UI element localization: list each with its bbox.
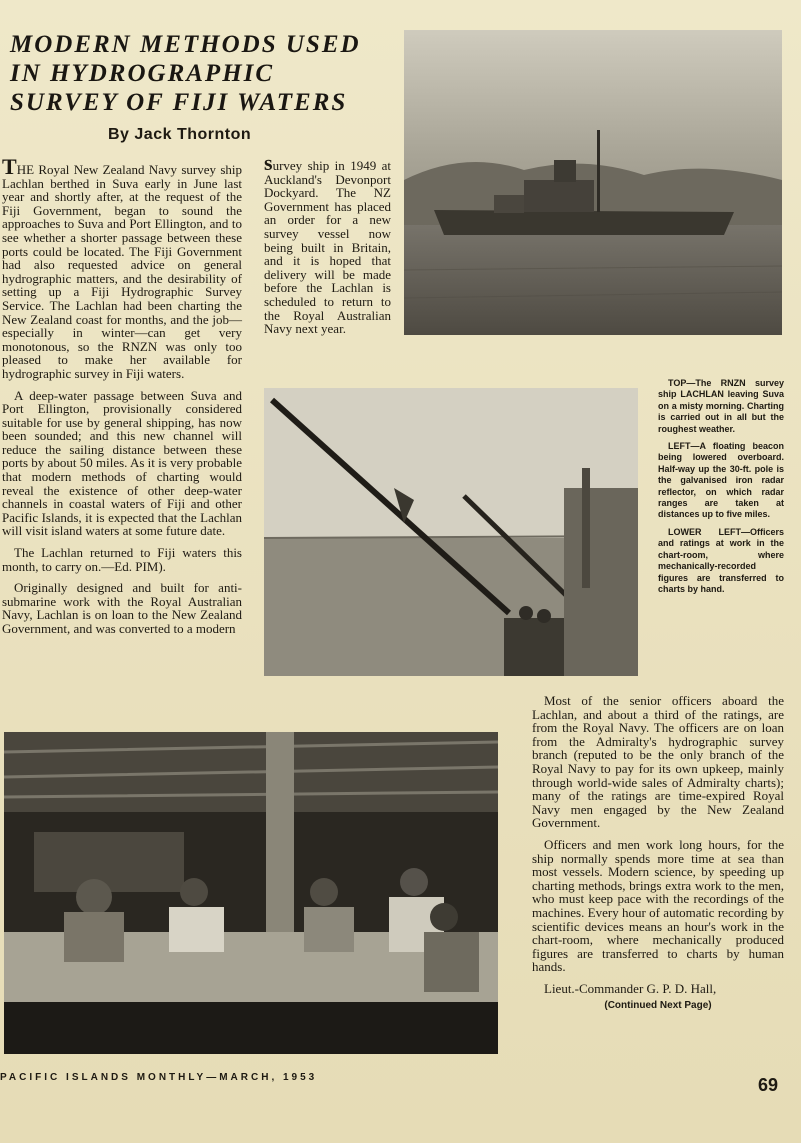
text-column-2 [264, 150, 391, 344]
paragraph: The Lachlan returned to Fiji waters this month, to carry on.—Ed. PIM). [2, 545, 242, 574]
photo-floating-beacon [264, 388, 638, 676]
paragraph: survey ship in 1949 at Auckland's Devonport Dockyard. The NZ Government has placed an order for a new survey vessel now being built in Britain, and it is hoped that delivery will be made before the Lachlan is scheduled to return to the Royal Australian Navy next year. [264, 150, 391, 337]
page-footer: PACIFIC ISLANDS MONTHLY—MARCH, 1953 [0, 1072, 318, 1083]
text-column-3 [532, 694, 784, 1013]
paragraph: A deep-water passage between Suva and Port Ellington, provisionally considered suitable for use by general shipping, has now been sounded; and this new channel will reduce the sailing distance between these ports by about 50 miles. As it is very probable that modern methods of charting would reveal the existence of other deep-water channels in coastal waters of Fiji and other Pacific Islands, it is expected that the Lachlan will visit island waters at some future date. [2, 387, 242, 539]
paragraph: Lieut.-Commander G. P. D. Hall, [544, 980, 717, 996]
article-title [10, 30, 400, 117]
title-line-1: MODERN METHODS USED [10, 31, 361, 58]
paragraph: Officers and men work long hours, for the ship normally spends more time at sea than most vessels. Modern science, by speeding up charting methods, brings extra work to the men, who must keep pace with the recordings of the machines. Every hour of automatic recording by scientific devices means an hour's work in the chart-room, where mechanically produced figures are transferred to charts by human hands. [532, 836, 784, 975]
caption-lower-left: LOWER LEFT—Officers and ratings at work in the chart-room, where mechanically-recorded figures are transferred to charts by hand. [658, 526, 784, 594]
byline: By Jack Thornton [108, 126, 252, 143]
title-line-2: IN HYDROGRAPHIC [10, 60, 275, 87]
continued-note: (Continued Next Page) [604, 1000, 712, 1012]
photo-chart-room [4, 732, 498, 1054]
caption-left: LEFT—A floating beacon being lowered overboard. Half-way up the 30-ft. pole is the galvanised iron radar reflector, on which radar ranges are taken at distances up to five miles. [658, 441, 784, 520]
title-line-3: SURVEY OF FIJI WATERS [10, 89, 348, 116]
paragraph: Originally designed and built for anti-submarine work with the Royal Australian Navy, Lachlan is on loan to the New Zealand Government, and was converted to a modern [2, 580, 242, 636]
page-number: 69 [758, 1075, 779, 1095]
text-column-1 [2, 154, 242, 644]
paragraph: THE Royal New Zealand Navy survey ship Lachlan berthed in Suva early in June last year and shortly after, at the request of the Fiji Government, began to sound the approaches to Suva and Port Ellington, and to see whether a shorter passage between these ports could be located. The Fiji Government had also requested advice on general hydrographic matters, and the desirability of setting up a Fiji Hydrographic Survey Service. The Lachlan had been charting the New Zealand coast for months, and the job—especially in winter—can get very monotonous, so the RNZN was only too pleased to make her available for hydrographic survey in Fiji waters. [2, 154, 242, 381]
caption-top: TOP—The RNZN survey ship LACHLAN leaving Suva on a misty morning. Charting is carried out in all but the roughest weather. [658, 378, 784, 434]
photo-survey-ship [404, 30, 782, 335]
photo-captions [658, 378, 784, 601]
paragraph: Most of the senior officers aboard the Lachlan, and about a third of the ratings, are from the Royal Navy. The officers are on loan from the Admiralty's hydrographic survey branch (reputed to be the only branch of the Royal Navy to pay for its own upkeep, mainly through world-wide sales of Admiralty charts); many of the ratings are time-expired Royal Navy men engaged by the New Zealand Government. [532, 693, 784, 831]
